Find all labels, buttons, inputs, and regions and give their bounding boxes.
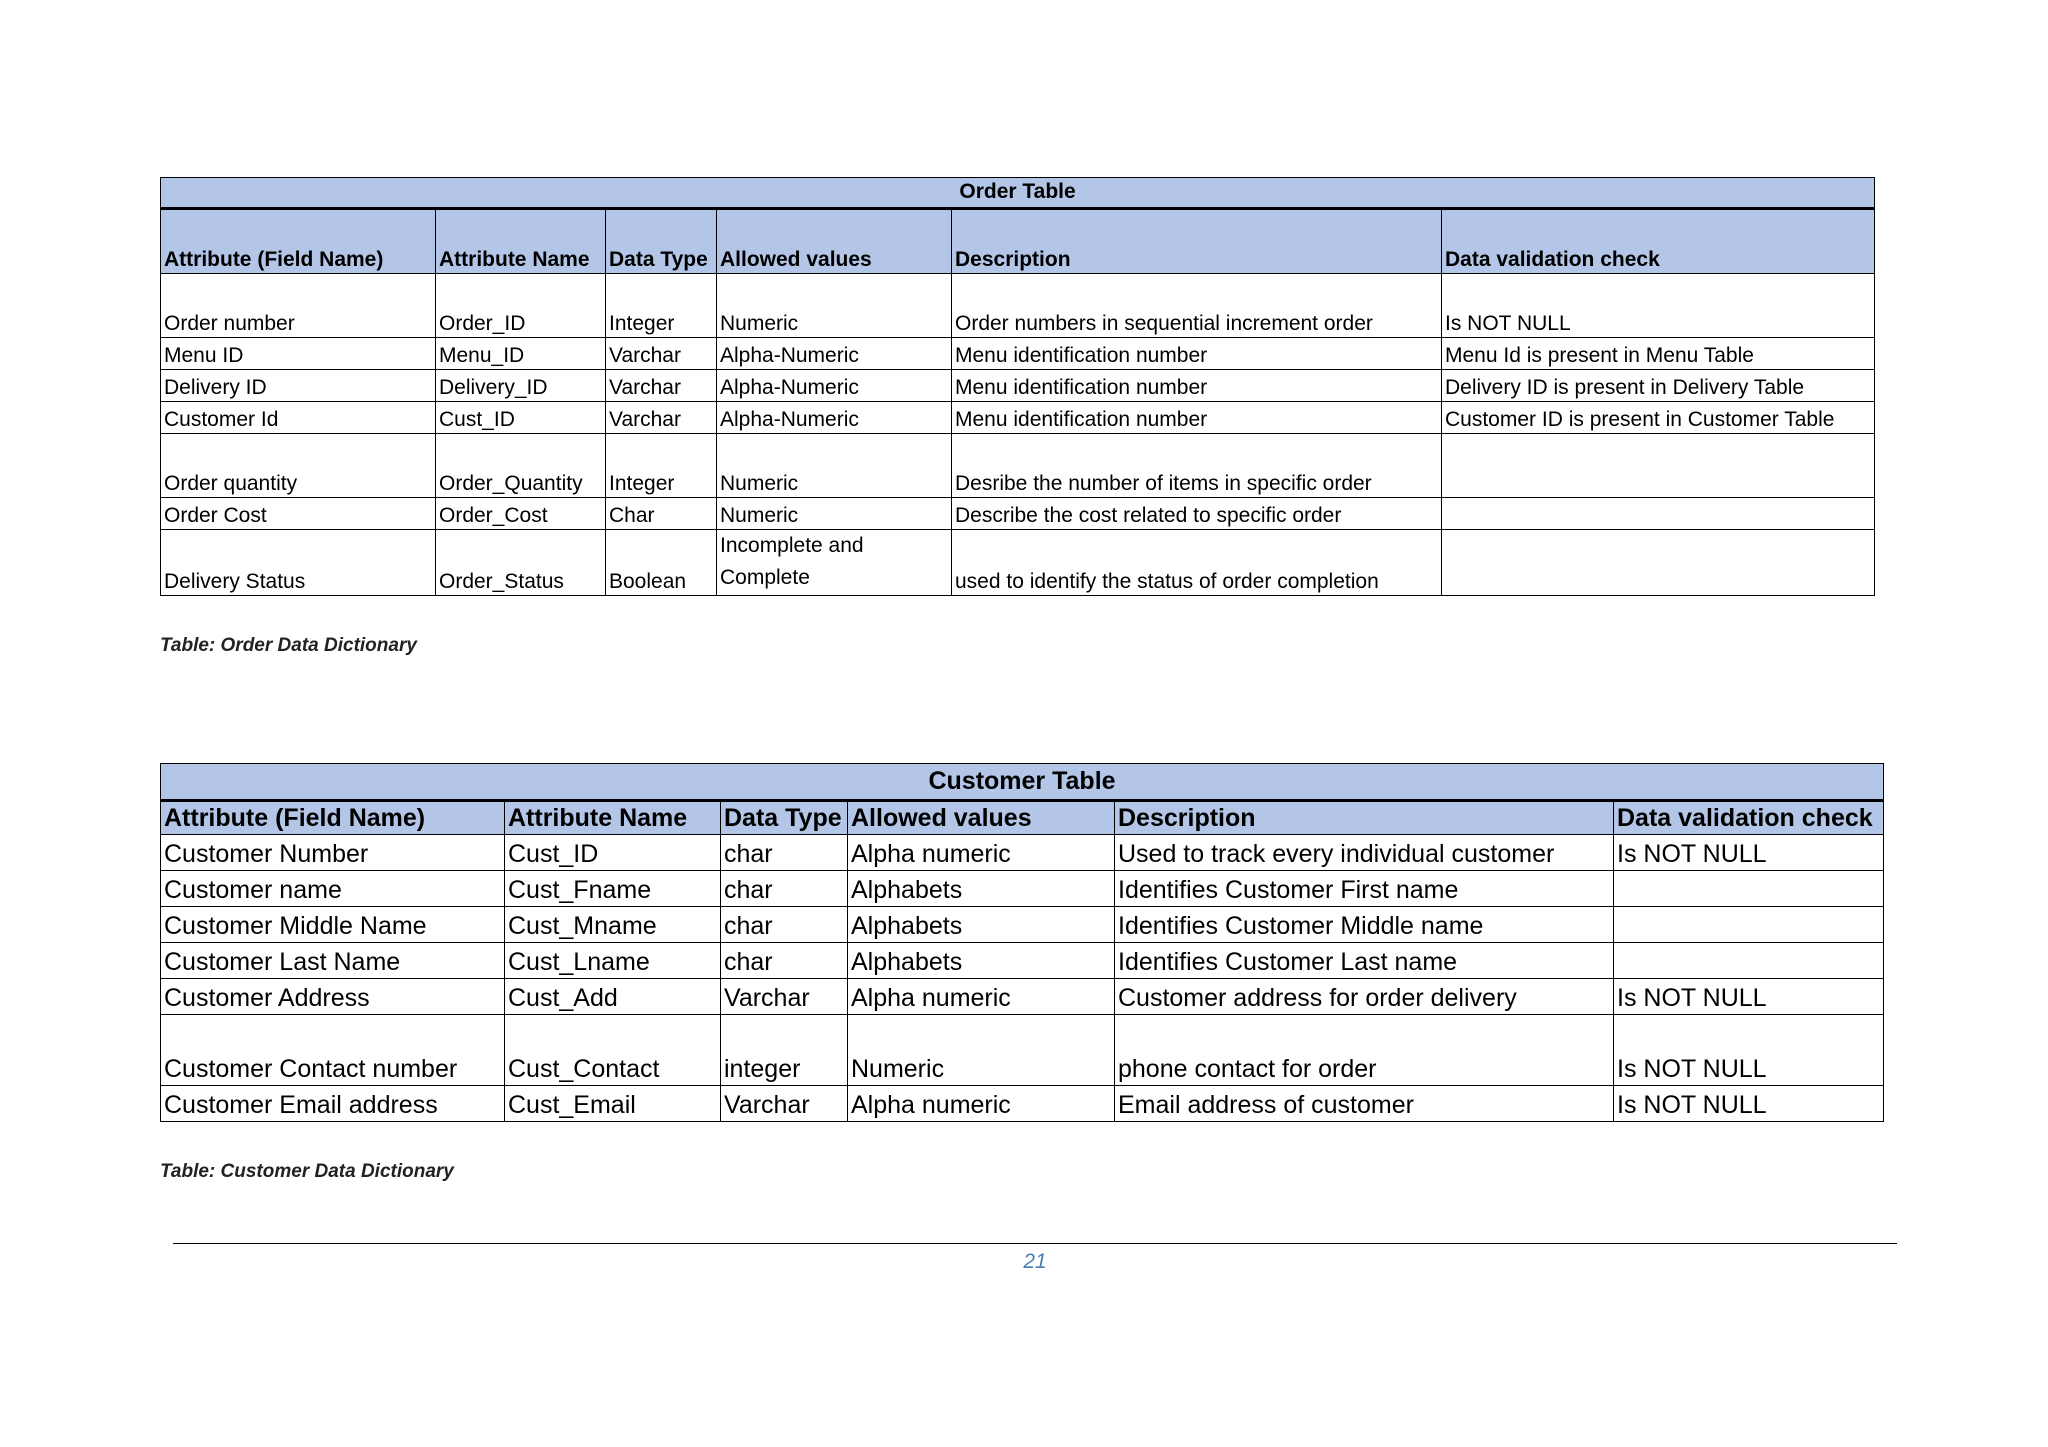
table-cell: used to identify the status of order completion bbox=[952, 530, 1442, 596]
table-cell: Alphabets bbox=[848, 871, 1115, 907]
column-header: Allowed values bbox=[717, 209, 952, 274]
table-cell: Cust_Fname bbox=[505, 871, 721, 907]
table-cell: Alpha numeric bbox=[848, 835, 1115, 871]
column-header: Data Type bbox=[606, 209, 717, 274]
table-cell: Menu identification number bbox=[952, 370, 1442, 402]
table-row bbox=[161, 1015, 1884, 1086]
table-cell: Delivery Status bbox=[161, 530, 436, 596]
table-cell: Alpha-Numeric bbox=[717, 338, 952, 370]
table-row bbox=[161, 338, 1875, 370]
table-cell: Used to track every individual customer bbox=[1115, 835, 1614, 871]
table-row bbox=[161, 943, 1884, 979]
table-cell: Customer Address bbox=[161, 979, 505, 1015]
customer-table-title: Customer Table bbox=[161, 764, 1884, 801]
order-table-caption: Table: Order Data Dictionary bbox=[160, 635, 417, 656]
order-table-title-row bbox=[161, 178, 1875, 209]
page-number: 21 bbox=[1023, 1250, 1047, 1273]
table-cell: Is NOT NULL bbox=[1614, 979, 1884, 1015]
table-row bbox=[161, 498, 1875, 530]
table-cell: Order_Status bbox=[436, 530, 606, 596]
table-cell: Numeric bbox=[717, 434, 952, 498]
table-cell: Menu identification number bbox=[952, 402, 1442, 434]
column-header: Attribute (Field Name) bbox=[161, 801, 505, 835]
table-cell: Delivery_ID bbox=[436, 370, 606, 402]
column-header: Description bbox=[1115, 801, 1614, 835]
table-cell: Cust_Mname bbox=[505, 907, 721, 943]
table-cell: Menu ID bbox=[161, 338, 436, 370]
table-cell: Menu_ID bbox=[436, 338, 606, 370]
table-cell: Customer name bbox=[161, 871, 505, 907]
table-cell: Integer bbox=[606, 434, 717, 498]
table-cell: Menu identification number bbox=[952, 338, 1442, 370]
table-cell: Cust_Email bbox=[505, 1086, 721, 1122]
table-row bbox=[161, 370, 1875, 402]
table-cell: Order_ID bbox=[436, 274, 606, 338]
table-cell: Alpha numeric bbox=[848, 979, 1115, 1015]
table-cell: integer bbox=[721, 1015, 848, 1086]
table-cell: Numeric bbox=[717, 274, 952, 338]
table-cell bbox=[1614, 871, 1884, 907]
footer-divider bbox=[173, 1243, 1897, 1244]
customer-table-caption: Table: Customer Data Dictionary bbox=[160, 1161, 454, 1182]
column-header: Allowed values bbox=[848, 801, 1115, 835]
table-cell: Numeric bbox=[848, 1015, 1115, 1086]
table-cell: Menu Id is present in Menu Table bbox=[1442, 338, 1875, 370]
customer-table-header-row bbox=[161, 801, 1884, 835]
table-cell: Delivery ID is present in Delivery Table bbox=[1442, 370, 1875, 402]
customer-table-title-row bbox=[161, 764, 1884, 801]
table-cell: Is NOT NULL bbox=[1614, 1015, 1884, 1086]
order-table-header-row bbox=[161, 209, 1875, 274]
table-cell: Order_Quantity bbox=[436, 434, 606, 498]
table-cell bbox=[1442, 530, 1875, 596]
table-cell: Delivery ID bbox=[161, 370, 436, 402]
table-cell: Order number bbox=[161, 274, 436, 338]
table-cell: Order Cost bbox=[161, 498, 436, 530]
table-cell: Cust_Contact bbox=[505, 1015, 721, 1086]
table-cell: Customer Middle Name bbox=[161, 907, 505, 943]
table-cell: Boolean bbox=[606, 530, 717, 596]
table-cell: Customer Id bbox=[161, 402, 436, 434]
table-cell: Is NOT NULL bbox=[1614, 835, 1884, 871]
table-cell: Numeric bbox=[717, 498, 952, 530]
table-cell: Alphabets bbox=[848, 907, 1115, 943]
table-cell: Varchar bbox=[606, 338, 717, 370]
table-cell: Identifies Customer Middle name bbox=[1115, 907, 1614, 943]
table-row bbox=[161, 274, 1875, 338]
column-header: Description bbox=[952, 209, 1442, 274]
table-cell: Customer ID is present in Customer Table bbox=[1442, 402, 1875, 434]
table-cell: Varchar bbox=[606, 402, 717, 434]
table-cell: Customer Last Name bbox=[161, 943, 505, 979]
table-cell: Integer bbox=[606, 274, 717, 338]
table-row bbox=[161, 979, 1884, 1015]
table-cell bbox=[1614, 943, 1884, 979]
table-cell: Cust_Add bbox=[505, 979, 721, 1015]
column-header: Data validation check bbox=[1614, 801, 1884, 835]
table-cell: char bbox=[721, 871, 848, 907]
table-cell: Customer Email address bbox=[161, 1086, 505, 1122]
table-cell bbox=[1442, 434, 1875, 498]
table-cell: Alphabets bbox=[848, 943, 1115, 979]
table-cell: Varchar bbox=[606, 370, 717, 402]
order-table-title: Order Table bbox=[161, 178, 1875, 209]
column-header: Data Type bbox=[721, 801, 848, 835]
table-cell: Alpha-Numeric bbox=[717, 370, 952, 402]
table-cell: Customer address for order delivery bbox=[1115, 979, 1614, 1015]
table-cell: Cust_ID bbox=[505, 835, 721, 871]
table-row bbox=[161, 907, 1884, 943]
customer-data-dictionary-table bbox=[160, 763, 1884, 1122]
table-cell: Incomplete and Complete bbox=[717, 530, 952, 596]
table-cell: Email address of customer bbox=[1115, 1086, 1614, 1122]
table-cell: Alpha numeric bbox=[848, 1086, 1115, 1122]
table-cell: Varchar bbox=[721, 1086, 848, 1122]
table-row bbox=[161, 1086, 1884, 1122]
table-cell: Customer Number bbox=[161, 835, 505, 871]
table-cell: phone contact for order bbox=[1115, 1015, 1614, 1086]
table-cell: Desribe the number of items in specific order bbox=[952, 434, 1442, 498]
table-cell: Cust_Lname bbox=[505, 943, 721, 979]
table-cell: Order quantity bbox=[161, 434, 436, 498]
table-row bbox=[161, 835, 1884, 871]
table-cell: Describe the cost related to specific order bbox=[952, 498, 1442, 530]
column-header: Attribute (Field Name) bbox=[161, 209, 436, 274]
table-cell: char bbox=[721, 835, 848, 871]
table-cell: Cust_ID bbox=[436, 402, 606, 434]
column-header: Data validation check bbox=[1442, 209, 1875, 274]
table-cell: Char bbox=[606, 498, 717, 530]
table-row bbox=[161, 434, 1875, 498]
table-cell bbox=[1442, 498, 1875, 530]
table-cell: Is NOT NULL bbox=[1614, 1086, 1884, 1122]
table-cell: Is NOT NULL bbox=[1442, 274, 1875, 338]
table-row bbox=[161, 530, 1875, 596]
table-cell: Alpha-Numeric bbox=[717, 402, 952, 434]
column-header: Attribute Name bbox=[505, 801, 721, 835]
table-cell: Customer Contact number bbox=[161, 1015, 505, 1086]
table-cell: char bbox=[721, 943, 848, 979]
table-cell: Order numbers in sequential increment order bbox=[952, 274, 1442, 338]
order-data-dictionary-table bbox=[160, 177, 1875, 596]
table-cell: char bbox=[721, 907, 848, 943]
table-row bbox=[161, 871, 1884, 907]
table-cell bbox=[1614, 907, 1884, 943]
table-row bbox=[161, 402, 1875, 434]
table-cell: Identifies Customer First name bbox=[1115, 871, 1614, 907]
table-cell: Order_Cost bbox=[436, 498, 606, 530]
table-cell: Varchar bbox=[721, 979, 848, 1015]
column-header: Attribute Name bbox=[436, 209, 606, 274]
table-cell: Identifies Customer Last name bbox=[1115, 943, 1614, 979]
